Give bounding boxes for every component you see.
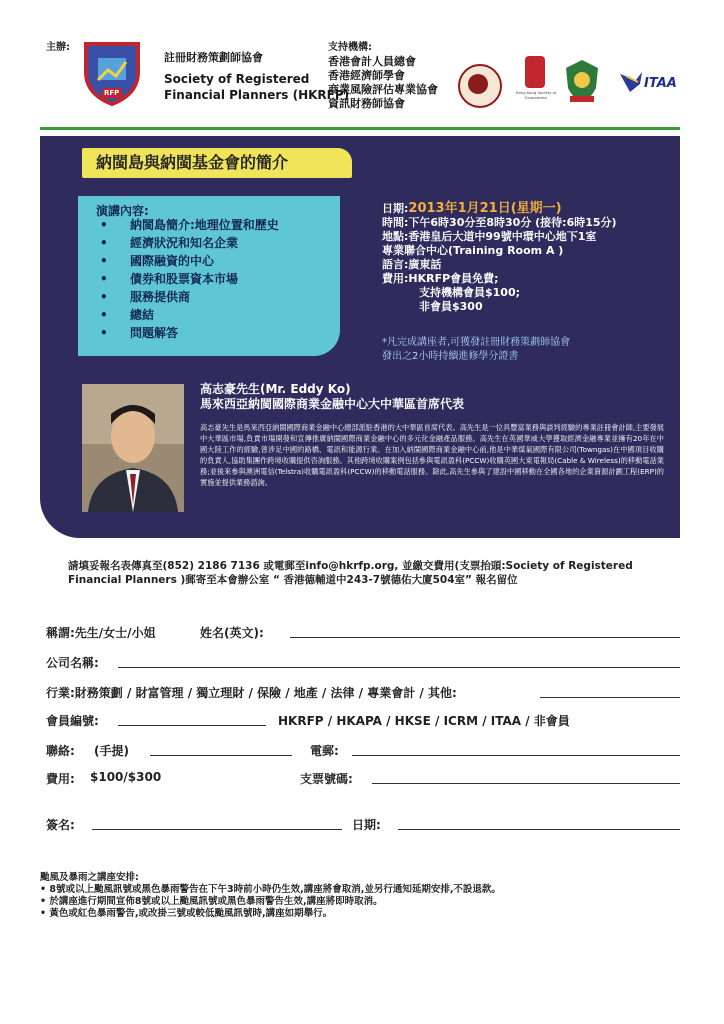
language-line: 語言:廣東話 [382, 258, 442, 271]
contact-label: 聯絡: [46, 744, 75, 758]
venue-line: 專業聯合中心(Training Room A ) [382, 244, 564, 257]
supporter-name: 香港會計人員總會 [328, 55, 416, 68]
mobile-field[interactable] [150, 742, 292, 756]
registration-instructions: 請填妥報名表傳真至(852) 2186 7136 或電郵至info@hkrfp.org, 並繳交費用(支票抬頭:Society of Registered Financial Planners )郵寄至本會辦公室 “ 香港德輔道中243-7號德佑大廈504室” 報名留位 [68, 560, 633, 586]
itaa-logo-text: ITAA [644, 76, 677, 91]
supporters-list [328, 55, 438, 111]
economists-logo [515, 56, 555, 108]
logo-seal-text: RFP [104, 89, 120, 97]
salutation-label: 稱謂:先生/女士/小姐 [46, 626, 156, 640]
topics-box [78, 196, 340, 356]
industry-label: 行業:財務策劃 / 財富管理 / 獨立理財 / 保險 / 地產 / 法律 / 專業會計 / 其他: [46, 686, 457, 700]
speaker-title: 馬來西亞納閩國際商業金融中心大中華區首席代表 [200, 397, 465, 411]
event-panel [40, 136, 680, 538]
topics-heading: 演講內容: [96, 204, 149, 218]
speaker-photo [82, 384, 184, 512]
weather-item: • 8號或以上颱風訊號或黑色暴雨警告在下午3時前小時仍生效,講座將會取消,並另行通知延期安排,不設退款。 [40, 884, 501, 895]
event-info [382, 202, 674, 314]
topic-item: • 經濟狀況和知名企業 [100, 236, 239, 250]
speaker-name: 高志豪先生(Mr. Eddy Ko) [200, 382, 351, 396]
company-label: 公司名稱: [46, 656, 99, 670]
supporter-name: 商業風險評估專業協會 [328, 83, 438, 96]
accountants-logo [458, 64, 502, 108]
topic-item: • 服務提供商 [100, 290, 191, 304]
economists-seal [525, 56, 545, 88]
org-name-en-line2: Financial Planners (HKRFP) [164, 88, 350, 102]
support-label: 支持機構: [328, 42, 372, 53]
mobile-label: (手提) [94, 744, 129, 758]
cheque-field[interactable] [372, 770, 680, 784]
date-value: 2013年1月21日(星期一) [408, 201, 562, 216]
weather-arrangements [40, 872, 700, 920]
fee-line: 費用:HKRFP會員免費; [382, 272, 499, 285]
date-line: 日期:2013年1月21日(星期一) [382, 201, 562, 216]
cpd-note: *凡完成講座者,可獲發註冊財務策劃師協會 發出之2小時持續進修學分證書 [382, 337, 571, 362]
name-label: 姓名(英文): [200, 626, 264, 640]
date-label: 日期: [352, 818, 381, 832]
weather-item: • 於講座進行期間宣佈8號或以上颱風訊號或黑色暴雨警告生效,講座將即時取消。 [40, 896, 383, 907]
topic-item: • 國際融資的中心 [100, 254, 215, 268]
itaa-logo [618, 70, 680, 98]
company-field[interactable] [118, 654, 680, 668]
name-field[interactable] [290, 624, 680, 638]
topic-item: • 問題解答 [100, 326, 179, 340]
email-field[interactable] [352, 742, 680, 756]
member-no-field[interactable] [118, 712, 266, 726]
supporter-name: 香港經濟師學會 [328, 69, 405, 82]
economists-logo-caption: Hong Kong Society of Economists [515, 90, 557, 100]
weather-item: • 黃色或紅色暴雨警告,或改掛三號或較低颱風訊號時,講座如期舉行。 [40, 908, 333, 919]
organizer-label: 主辦: [46, 42, 70, 53]
speaker-bio: 高志豪先生是馬來西亞納閩國際商業金融中心總部派駐香港的大中華區首席代表。高先生是一位具豐富業務與談判經驗的專業註冊會計師,主要發展中大華區市場,負責市場開發和宣傳推廣納閩國際商業金融中心的多元化金融產品服務。高先生在英國華威大學獲取經濟金融專業並擁有20年在中國大陸工作的經驗,曾涉足中國的路橋、電訊和能源行業。在加入納閩國際商業金融中心前,他是中華煤氣國際有限公司(Towngas)在中國項目收購的負責人,協助集團作跨境收購提供咨詢服務。其他跨境收購案例包括參與電訊盈科(PCCW)收購英國大東電報局(Cable & Wireless)的移動電話業務;並後來參與澳洲電信(Telstra)收購電訊盈科(PCCW)的移動電話服務。除此,高先生參與了建設中國移動在全國各地的企業資源計劃工程(ERP)的實施並提供業務諮詢。 [200, 423, 664, 487]
email-label: 電郵: [310, 744, 339, 758]
date-field[interactable] [398, 816, 680, 830]
header-divider [40, 127, 680, 130]
org-name-zh: 註冊財務策劃師協會 [164, 51, 263, 64]
industry-other-field[interactable] [540, 684, 680, 698]
fee-label: 費用: [46, 772, 75, 786]
supporter-name: 資訊財務師協會 [328, 97, 405, 110]
venue-line: 地點:香港皇后大道中99號中環中心地下1室 [382, 230, 597, 243]
signature-field[interactable] [92, 816, 342, 830]
member-options: HKRFP / HKAPA / HKSE / ICRM / ITAA / 非會員 [278, 714, 570, 728]
weather-heading: 颱風及暴雨之講座安排: [40, 872, 139, 883]
org-name-en-line1: Society of Registered [164, 72, 310, 86]
time-line: 時間:下午6時30分至8時30分 (接待:6時15分) [382, 216, 617, 229]
cheque-label: 支票號碼: [300, 772, 353, 786]
signature-label: 簽名: [46, 818, 75, 832]
fee-line: 支持機構會員$100; [419, 286, 521, 299]
member-no-label: 會員編號: [46, 714, 99, 728]
event-title: 納閩島與納閩基金會的簡介 [82, 148, 352, 178]
topic-item: • 納閩島簡介:地理位置和歷史 [100, 218, 279, 232]
topic-item: • 債券和股票資本市場 [100, 272, 239, 286]
fee-options: $100/$300 [90, 770, 162, 784]
hkrfp-logo [78, 36, 146, 106]
topic-item: • 總結 [100, 308, 155, 322]
fee-line: 非會員$300 [419, 300, 483, 313]
crest-logo [562, 58, 602, 104]
accountants-logo-center [468, 74, 488, 94]
